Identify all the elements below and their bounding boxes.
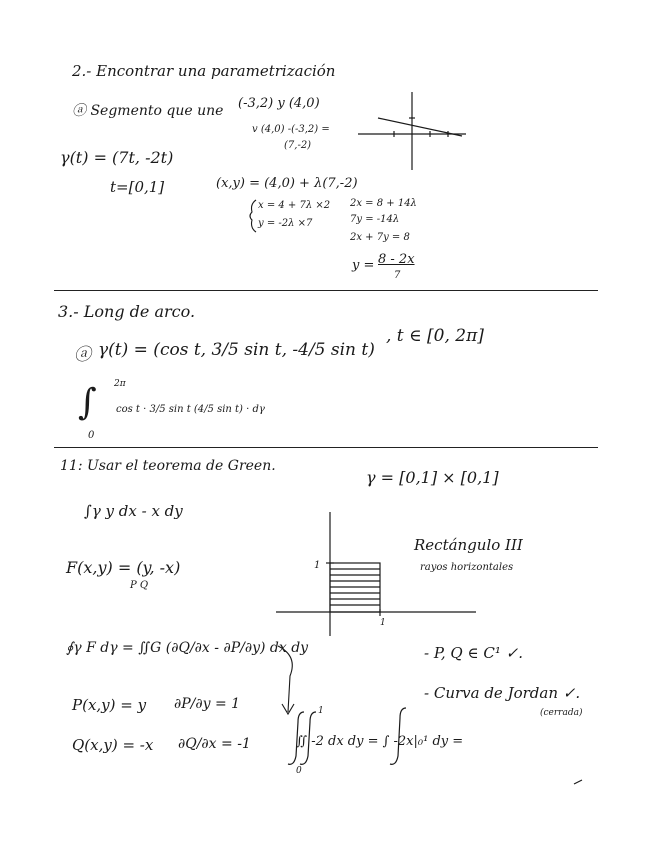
problem2-sys-x: x = 4 + 7λ ×2 <box>258 200 331 211</box>
problem11-field: F(x,y) = (y, -x) <box>66 558 181 577</box>
system-brace <box>250 200 256 232</box>
problem11-gamma-def: γ = [0,1] × [0,1] <box>366 468 499 487</box>
sketch-segment <box>378 118 462 136</box>
problem11-title: 11: Usar el teorema de Green. <box>60 458 276 474</box>
problem11-cond1: - P, Q ∈ C¹ ✓. <box>424 644 523 662</box>
problem3-integrand: cos t · 3/5 sin t (4/5 sin t) · dγ <box>116 404 265 415</box>
problem11-field-labels: P Q <box>130 580 149 591</box>
problem2-result-num: 8 - 2x <box>378 252 415 267</box>
problem11-dQ: ∂Q/∂x = -1 <box>178 736 251 752</box>
problem3-curve: γ(t) = (cos t, 3/5 sin t, -4/5 sin t) <box>98 340 375 360</box>
problem2-vector-line1: v (4,0) -(-3,2) = <box>252 124 330 135</box>
arrow-curve <box>278 646 292 712</box>
region-graph <box>276 512 476 636</box>
problem2-r2: 7y = -14λ <box>350 214 400 225</box>
problem2-r1: 2x = 8 + 14λ <box>350 198 417 209</box>
problem3-integral-upper: 2π <box>114 379 126 389</box>
graph-axis-one-x: 1 <box>380 618 386 628</box>
problem3-integral-lower: 0 <box>88 430 95 441</box>
final-lower-limit: 0 <box>296 766 302 776</box>
problem11-Q-def: Q(x,y) = -x <box>72 736 154 754</box>
problem2-result-den: 7 <box>394 270 401 281</box>
problem11-cond2-note: (cerrada) <box>540 708 583 718</box>
final-integral-sign-1 <box>288 712 304 764</box>
problem2-item-a: ⓐ Segmento que une <box>72 103 224 119</box>
problem2-param-eq: (x,y) = (4,0) + λ(7,-2) <box>216 176 358 191</box>
problem2-r3: 2x + 7y = 8 <box>350 232 410 243</box>
problem2-gamma: γ(t) = (7t, -2t) <box>60 148 174 167</box>
problem11-cond2: - Curva de Jordan ✓. <box>424 684 581 702</box>
problem3-t-range: , t ∈ [0, 2π] <box>386 326 484 346</box>
problem11-P-def: P(x,y) = y <box>72 696 147 714</box>
problem2-vector-line2: (7,-2) <box>284 140 312 151</box>
final-integral-sign-2 <box>300 712 316 764</box>
problem2-sys-y: y = -2λ ×7 <box>258 218 313 229</box>
graph-axis-one-y: 1 <box>314 560 321 571</box>
problem3-item-a: ⓐ <box>74 345 91 365</box>
problem11-region-sub: rayos horizontales <box>420 562 514 573</box>
final-integral-sign-3 <box>390 708 406 764</box>
stray-mark <box>574 780 582 784</box>
problem2-points: (-3,2) y (4,0) <box>238 96 320 111</box>
final-upper-limit: 1 <box>318 706 324 716</box>
problem2-t-range: t=[0,1] <box>110 178 165 196</box>
problem11-region-title: Rectángulo III <box>414 536 523 554</box>
segment-sketch <box>358 92 466 170</box>
problem3-title: 3.- Long de arco. <box>58 302 196 321</box>
problem3-integral-sign: ∫ <box>78 382 97 423</box>
problem11-dP: ∂P/∂y = 1 <box>174 696 241 712</box>
problem2-result-prefix: y = <box>352 258 375 273</box>
problem11-final: ∬ -2 dx dy = ∫ -2x|₀¹ dy = <box>296 734 464 749</box>
problem11-line-integral: ∫γ y dx - x dy <box>84 502 183 520</box>
problem2-title: 2.- Encontrar una parametrización <box>72 62 336 80</box>
problem11-green: ∮γ F dγ = ∬G (∂Q/∂x - ∂P/∂y) dx dy <box>66 640 309 656</box>
